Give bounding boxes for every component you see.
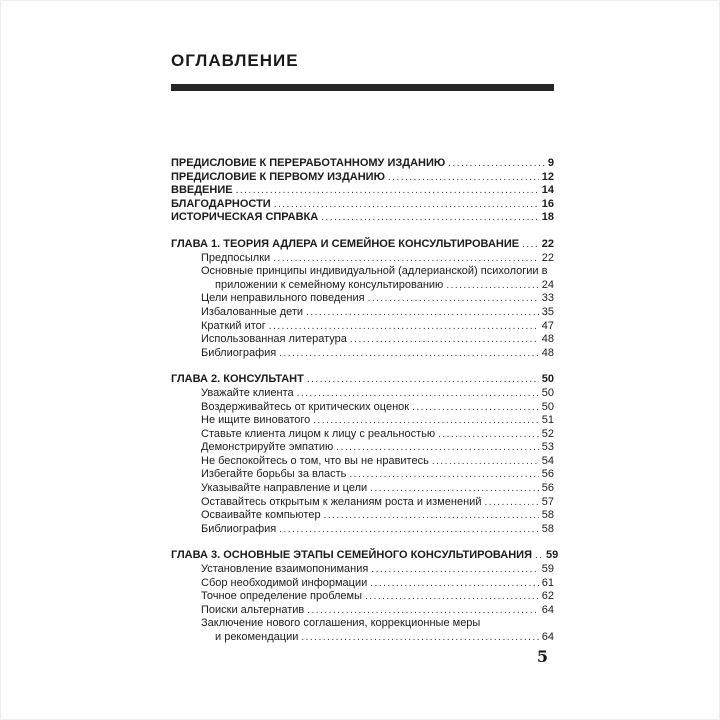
toc-entry-page: 47 [541, 319, 554, 332]
toc-entry [171, 577, 554, 591]
toc-entry [171, 509, 554, 523]
toc-group [171, 157, 554, 225]
dot-leader [370, 482, 539, 496]
toc-entry-page: 50 [541, 386, 554, 399]
dot-leader [535, 549, 543, 563]
toc-entry-page: 59 [541, 563, 554, 576]
dot-leader [269, 320, 539, 334]
dot-leader [371, 563, 538, 577]
toc-entry [171, 468, 554, 482]
toc-entry-page: 54 [541, 454, 554, 467]
toc-entry-label: Оставайтесь открытым к желаниям роста и изменений [201, 495, 482, 508]
toc-entry-page: 22 [541, 237, 554, 250]
dot-leader [273, 252, 539, 266]
toc-entry-label: Сбор необходимой информации [201, 576, 368, 589]
toc-entry [171, 238, 554, 252]
toc-entry-page: 50 [541, 373, 554, 386]
dot-leader [274, 198, 539, 212]
toc-entry-label: Не беспокойтесь о том, что вы не нравитесь [201, 454, 429, 467]
toc-entry-label: ИСТОРИЧЕСКАЯ СПРАВКА [171, 211, 319, 224]
toc-entry-label: ПРЕДИСЛОВИЕ К ПЕРЕРАБОТАННОМУ ИЗДАНИЮ [171, 157, 446, 169]
toc-entry-page: 22 [541, 251, 554, 264]
toc-entry-page: 48 [541, 346, 554, 359]
toc-entry [171, 347, 554, 361]
toc-entry [171, 184, 554, 198]
toc-entry [171, 387, 554, 401]
toc-entry-label: Предпосылки [201, 251, 271, 264]
toc-entry [171, 198, 554, 212]
toc-entry-label: Указывайте направление и цели [201, 482, 368, 495]
toc-entry-label: приложении к семейному консультированию [215, 278, 444, 291]
toc-entry-page: 33 [541, 292, 554, 305]
dot-leader [297, 387, 539, 401]
toc-entry [171, 333, 554, 347]
toc-entry-page: 58 [541, 509, 554, 522]
dot-leader [306, 306, 539, 320]
toc-entry [171, 265, 554, 279]
toc-entry [171, 211, 554, 225]
toc-entry-page: 61 [541, 576, 554, 589]
toc-entry-label: Поиски альтернатив [201, 603, 305, 616]
toc-entry-page: 62 [541, 590, 554, 603]
toc-entry [171, 157, 554, 171]
toc-entry [171, 549, 559, 563]
toc-entry-page: 56 [541, 482, 554, 495]
toc-entry-label: ВВЕДЕНИЕ [171, 184, 233, 197]
toc-entry-page: 51 [541, 414, 554, 427]
toc-entry-page: 18 [541, 211, 554, 224]
toc-entry-label: Уважайте клиента [201, 386, 294, 399]
toc-entry-label: Точное определение проблемы [201, 590, 363, 603]
toc-entry [171, 171, 554, 185]
dot-leader [484, 496, 538, 510]
toc-entry-label: Краткий итог [201, 319, 266, 332]
toc-entry-label: Воздерживайтесь от критических оценок [201, 400, 410, 413]
toc-entry-label: ГЛАВА 3. ОСНОВНЫЕ ЭТАПЫ СЕМЕЙНОГО КОНСУЛЬТИРОВАНИЯ [171, 549, 532, 562]
dot-leader [279, 347, 539, 361]
toc-entry-page: 24 [541, 278, 554, 291]
toc-entry-label: Демонстрируйте эмпатию [201, 441, 334, 454]
dot-leader [438, 428, 539, 442]
toc-entry-page: 59 [546, 549, 559, 562]
toc-entry-page: 35 [541, 305, 554, 318]
toc-entry-label: Ставьте клиента лицом к лицу с реальностью [201, 427, 436, 440]
toc-group [171, 549, 559, 644]
toc-entry-page: 64 [541, 603, 554, 616]
toc-entry [171, 604, 554, 618]
dot-leader [370, 577, 538, 591]
dot-leader [388, 171, 539, 185]
dot-leader [321, 211, 539, 225]
toc-entry [171, 482, 554, 496]
toc-entry-label: Основные принципы индивидуальной (адлерианской) психологии в [201, 265, 548, 278]
dot-leader [313, 414, 539, 428]
dot-leader [279, 523, 539, 537]
page-title: ОГЛАВЛЕНИЕ [171, 51, 299, 70]
toc-entry [171, 617, 554, 631]
toc-entry-page: 58 [541, 522, 554, 535]
toc-entry-page: 56 [541, 468, 554, 481]
dot-leader [307, 373, 539, 387]
toc-entry [171, 279, 554, 293]
dot-leader [301, 631, 538, 645]
toc-entry [171, 428, 554, 442]
toc-entry [171, 252, 554, 266]
toc-entry-label: Осваивайте компьютер [201, 509, 321, 522]
dot-leader [236, 184, 539, 198]
toc-entry-page: 12 [541, 170, 554, 183]
dot-leader [412, 401, 539, 415]
toc-group [171, 373, 554, 536]
dot-leader [448, 157, 545, 171]
toc-entry [171, 373, 554, 387]
toc-entry [171, 401, 554, 415]
toc-entry [171, 414, 554, 428]
toc-entry-page: 52 [541, 427, 554, 440]
toc-entry-label: Использованная литература [201, 333, 347, 346]
toc-entry-page: 16 [541, 197, 554, 210]
toc-entry-page: 64 [541, 631, 554, 643]
toc-entry-page: 48 [541, 333, 554, 346]
toc-entry-label: Избегайте борьбы за власть [201, 468, 347, 481]
toc-entry-label: ПРЕДИСЛОВИЕ К ПЕРВОМУ ИЗДАНИЮ [171, 170, 385, 183]
toc-entry [171, 563, 554, 577]
toc-list [171, 157, 559, 645]
toc-group [171, 238, 554, 360]
dot-leader [365, 590, 539, 604]
toc-entry-label: Избалованные дети [201, 305, 304, 318]
toc-entry [171, 631, 554, 645]
toc-entry-label: Цели неправильного поведения [201, 292, 365, 305]
toc-entry-page: 57 [541, 495, 554, 508]
dot-leader [368, 292, 539, 306]
dot-leader [324, 509, 539, 523]
toc-entry [171, 496, 554, 510]
dot-leader [432, 455, 539, 469]
dot-leader [349, 468, 538, 482]
dot-leader [522, 238, 539, 252]
toc-entry-label: Библиография [201, 522, 277, 535]
toc-entry-label: и рекомендации [215, 631, 299, 643]
toc-entry [171, 590, 554, 604]
toc-entry [171, 523, 554, 537]
dot-leader [336, 441, 538, 455]
toc-entry-label: Не ищите виноватого [201, 414, 311, 427]
page-number: 5 [536, 647, 548, 666]
dot-leader [446, 279, 538, 293]
toc-entry-label: Библиография [201, 346, 277, 359]
toc-entry-label: Заключение нового соглашения, коррекционные меры [201, 617, 481, 630]
toc-entry-page: 53 [541, 441, 554, 454]
toc-entry-label: ГЛАВА 1. ТЕОРИЯ АДЛЕРА И СЕМЕЙНОЕ КОНСУЛЬТИРОВАНИЕ [171, 237, 520, 250]
title-rule [171, 84, 554, 91]
toc-entry-label: БЛАГОДАРНОСТИ [171, 197, 271, 210]
dot-leader [350, 333, 539, 347]
toc-entry [171, 455, 554, 469]
toc-entry [171, 292, 554, 306]
toc-entry [171, 441, 554, 455]
dot-leader [307, 604, 539, 618]
toc-entry-page: 9 [547, 157, 554, 169]
toc-entry-label: ГЛАВА 2. КОНСУЛЬТАНТ [171, 373, 304, 386]
toc-entry [171, 320, 554, 334]
toc-entry [171, 306, 554, 320]
toc-entry-label: Установление взаимопонимания [201, 563, 369, 576]
toc-content [171, 51, 559, 645]
toc-entry-page: 14 [541, 184, 554, 197]
toc-entry-page: 50 [541, 400, 554, 413]
